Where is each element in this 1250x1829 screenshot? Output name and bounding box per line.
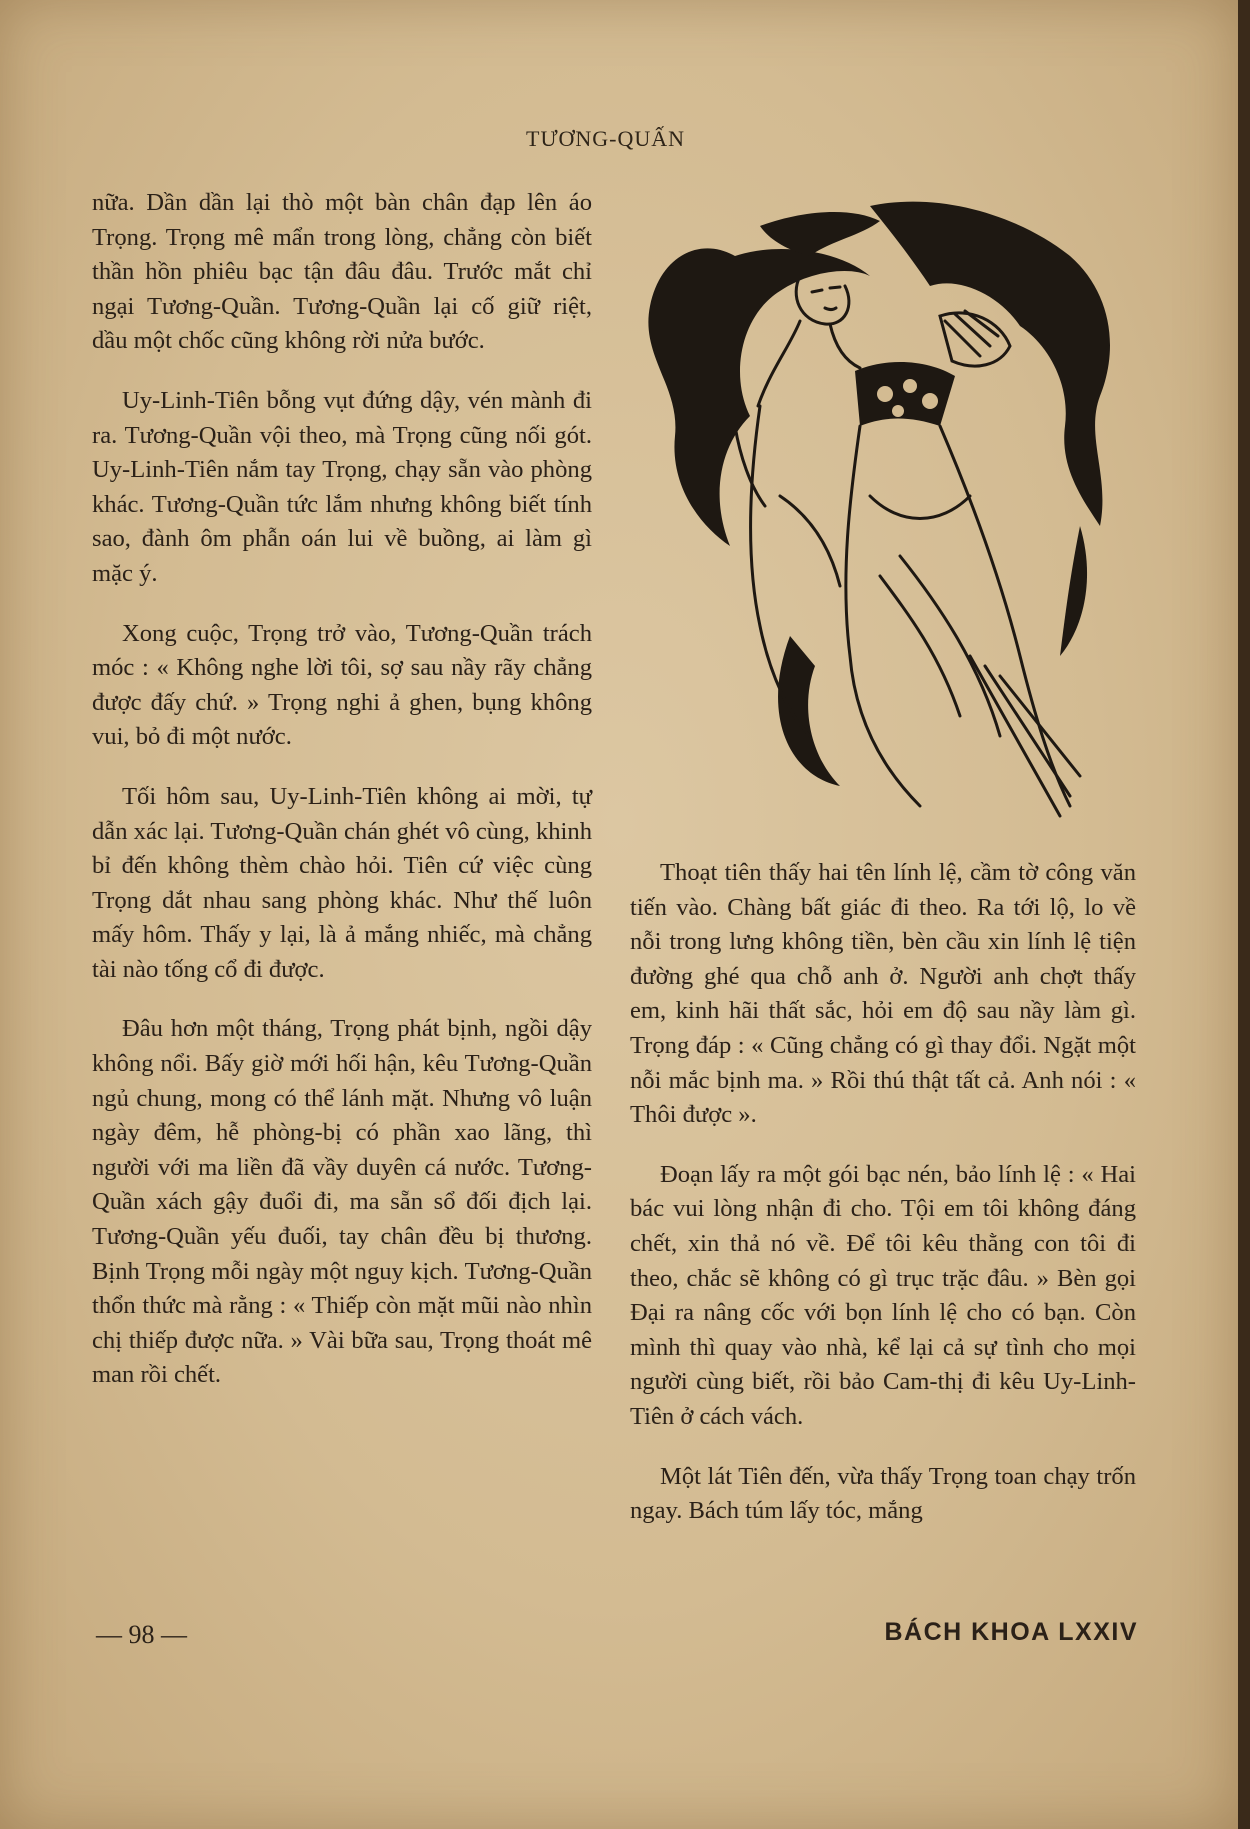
paragraph: Đoạn lấy ra một gói bạc nén, bảo lính lệ : « Hai bác vui lòng nhận đi cho. Tội em tôi không đáng chết, xin thả nó về. Để tôi kêu thằng con tôi đi theo, chắc sẽ không có gì trục trặc đâu. » Bèn gọi Đại ra nâng cốc với bọn lính lệ cho có bạn. Còn mình thì quay vào nhà, kể lại cả sự tình cho mọi người cùng biết, rồi bảo Cam-thị đi kêu Uy-Linh-Tiên ở cách vách. (630, 1160, 1136, 1430)
paragraph: Một lát Tiên đến, vừa thấy Trọng toan chạy trốn ngay. Bách túm lấy tóc, mắng (630, 1462, 1136, 1525)
paragraph: nữa. Dần dần lại thò một bàn chân đạp lên áo Trọng. Trọng mê mẩn trong lòng, chẳng còn biết thần hồn phiêu bạc tận đâu đâu. Trước mắt chỉ ngại Tương-Quần. Tương-Quần lại cố giữ riệt, dầu một chốc cũng không rời nửa bước. (92, 189, 592, 355)
magazine-issue-title: BÁCH KHOA LXXIV (884, 1618, 1138, 1646)
ink-illustration-woman-with-fan (640, 196, 1145, 831)
left-text-column (92, 186, 592, 1418)
paragraph: Tối hôm sau, Uy-Linh-Tiên không ai mời, tự dẫn xác lại. Tương-Quần chán ghét vô cùng, khinh bỉ đến không thèm chào hỏi. Tiên cứ việc cùng Trọng dắt nhau sang phòng khác. Như thế luôn mấy hôm. Thấy y lại, là ả mắng nhiếc, mà chẳng tài nào tống cổ đi được. (92, 782, 592, 983)
page-number: — 98 — (96, 1620, 187, 1649)
paragraph: Xong cuộc, Trọng trở vào, Tương-Quần trách móc : « Không nghe lời tôi, sợ sau nầy rãy chẳng được đấy chứ. » Trọng nghi ả ghen, bụng không vui, bỏ đi một nước. (92, 619, 592, 751)
paragraph: Đâu hơn một tháng, Trọng phát bịnh, ngồi dậy không nổi. Bấy giờ mới hối hận, kêu Tương-Quần ngủ chung, mong có thể lánh mặt. Nhưng vô luận ngày đêm, hễ phòng-bị có phần xao lãng, thì người với ma liền đã vầy duyên cá nước. Tương-Quần xách gậy đuổi đi, ma sẵn sổ đối địch lại. Tương-Quần yếu đuối, tay chân đều bị thương. Bịnh Trọng mỗi ngày một nguy kịch. Tương-Quần thổn thức mà rằng : « Thiếp còn mặt mũi nào nhìn chị thiếp được nữa. » Vài bữa sau, Trọng thoát mê man rồi chết. (92, 1015, 592, 1389)
paragraph: Thoạt tiên thấy hai tên lính lệ, cầm tờ công văn tiến vào. Chàng bất giác đi theo. Ra tới lộ, lo về nỗi trong lưng không tiền, bèn cầu xin lính lệ tiện đường ghé qua chỗ anh ở. Người anh chợt thấy em, kinh hãi thất sắc, hỏi em độ sau nầy làm gì. Trọng đáp : « Cũng chẳng có gì thay đổi. Ngặt một nỗi mắc bịnh ma. » Rồi thú thật tất cả. Anh nói : « Thôi được ». (630, 859, 1136, 1129)
page-edge-shadow (1238, 0, 1250, 1829)
running-title: TƯƠNG-QUẤN (526, 126, 686, 151)
paragraph: Uy-Linh-Tiên bỗng vụt đứng dậy, vén mành đi ra. Tương-Quần vội theo, mà Trọng cũng nối gót. Uy-Linh-Tiên nắm tay Trọng, chạy sẵn vào phòng khác. Tương-Quần tức lắm nhưng không biết tính sao, đành ôm phẫn oán lui về buồng, ai làm gì mặc ý. (92, 386, 592, 587)
right-text-column (630, 856, 1136, 1554)
